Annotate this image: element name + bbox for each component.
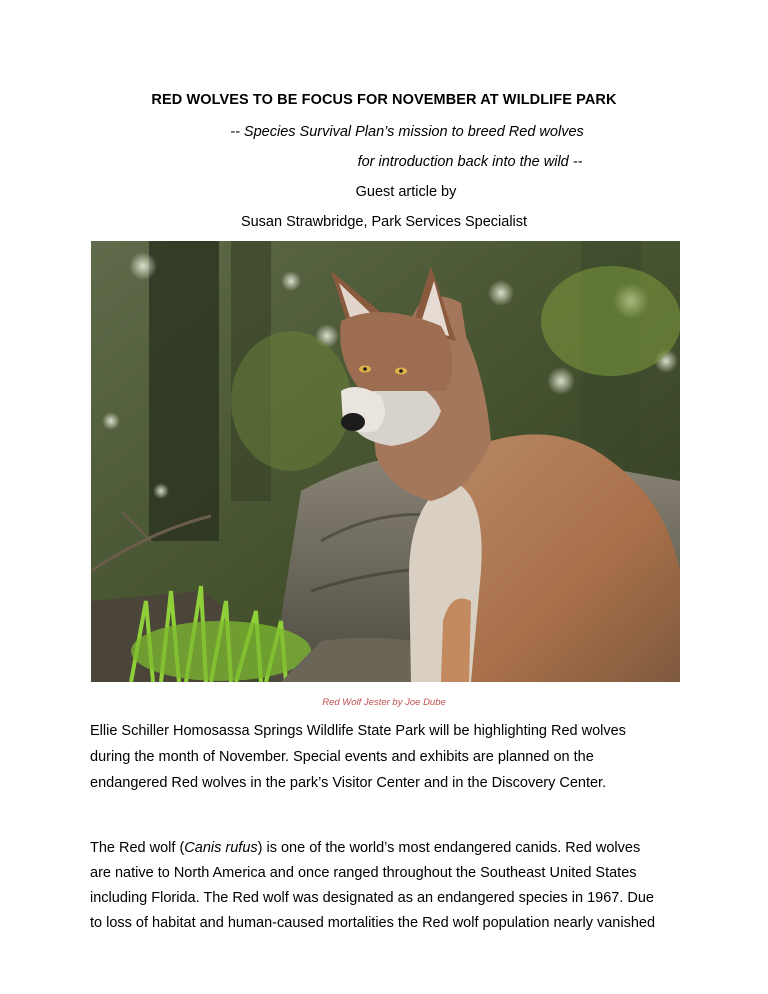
- byline-label: Guest article by: [355, 184, 457, 200]
- article-subtitle-line2: for introduction back into the wild --: [357, 154, 583, 170]
- paragraph-line: to loss of habitat and human-caused mortalities the Red wolf population nearly vanished: [90, 915, 656, 931]
- photo-caption: Red Wolf Jester by Joe Dube: [322, 697, 446, 708]
- byline-author: Susan Strawbridge, Park Services Specialist: [240, 214, 528, 230]
- paragraph-line: during the month of November. Special events and exhibits are planned on the: [90, 749, 594, 765]
- paragraph-line: endangered Red wolves in the park’s Visitor Center and in the Discovery Center.: [90, 775, 607, 791]
- paragraph-intro: [90, 718, 690, 796]
- paragraph-line: [90, 836, 690, 861]
- paragraph-red-wolf: [90, 836, 690, 936]
- paragraph-line: are native to North America and once ranged throughout the Southeast United States: [90, 865, 637, 881]
- scientific-name: Canis rufus: [184, 840, 258, 856]
- paragraph-line: Ellie Schiller Homosassa Springs Wildlife State Park will be highlighting Red wolves: [90, 723, 626, 739]
- red-wolf-photo: [91, 241, 680, 682]
- article-title: RED WOLVES TO BE FOCUS FOR NOVEMBER AT WILDLIFE PARK: [151, 92, 617, 108]
- paragraph-line: including Florida. The Red wolf was designated as an endangered species in 1967. Due: [90, 890, 654, 906]
- text-segment: ) is one of the world’s most endangered canids. Red wolves: [257, 840, 641, 856]
- article-subtitle-line1: -- Species Survival Plan’s mission to breed Red wolves: [230, 124, 584, 140]
- text-segment: The Red wolf (: [90, 840, 185, 856]
